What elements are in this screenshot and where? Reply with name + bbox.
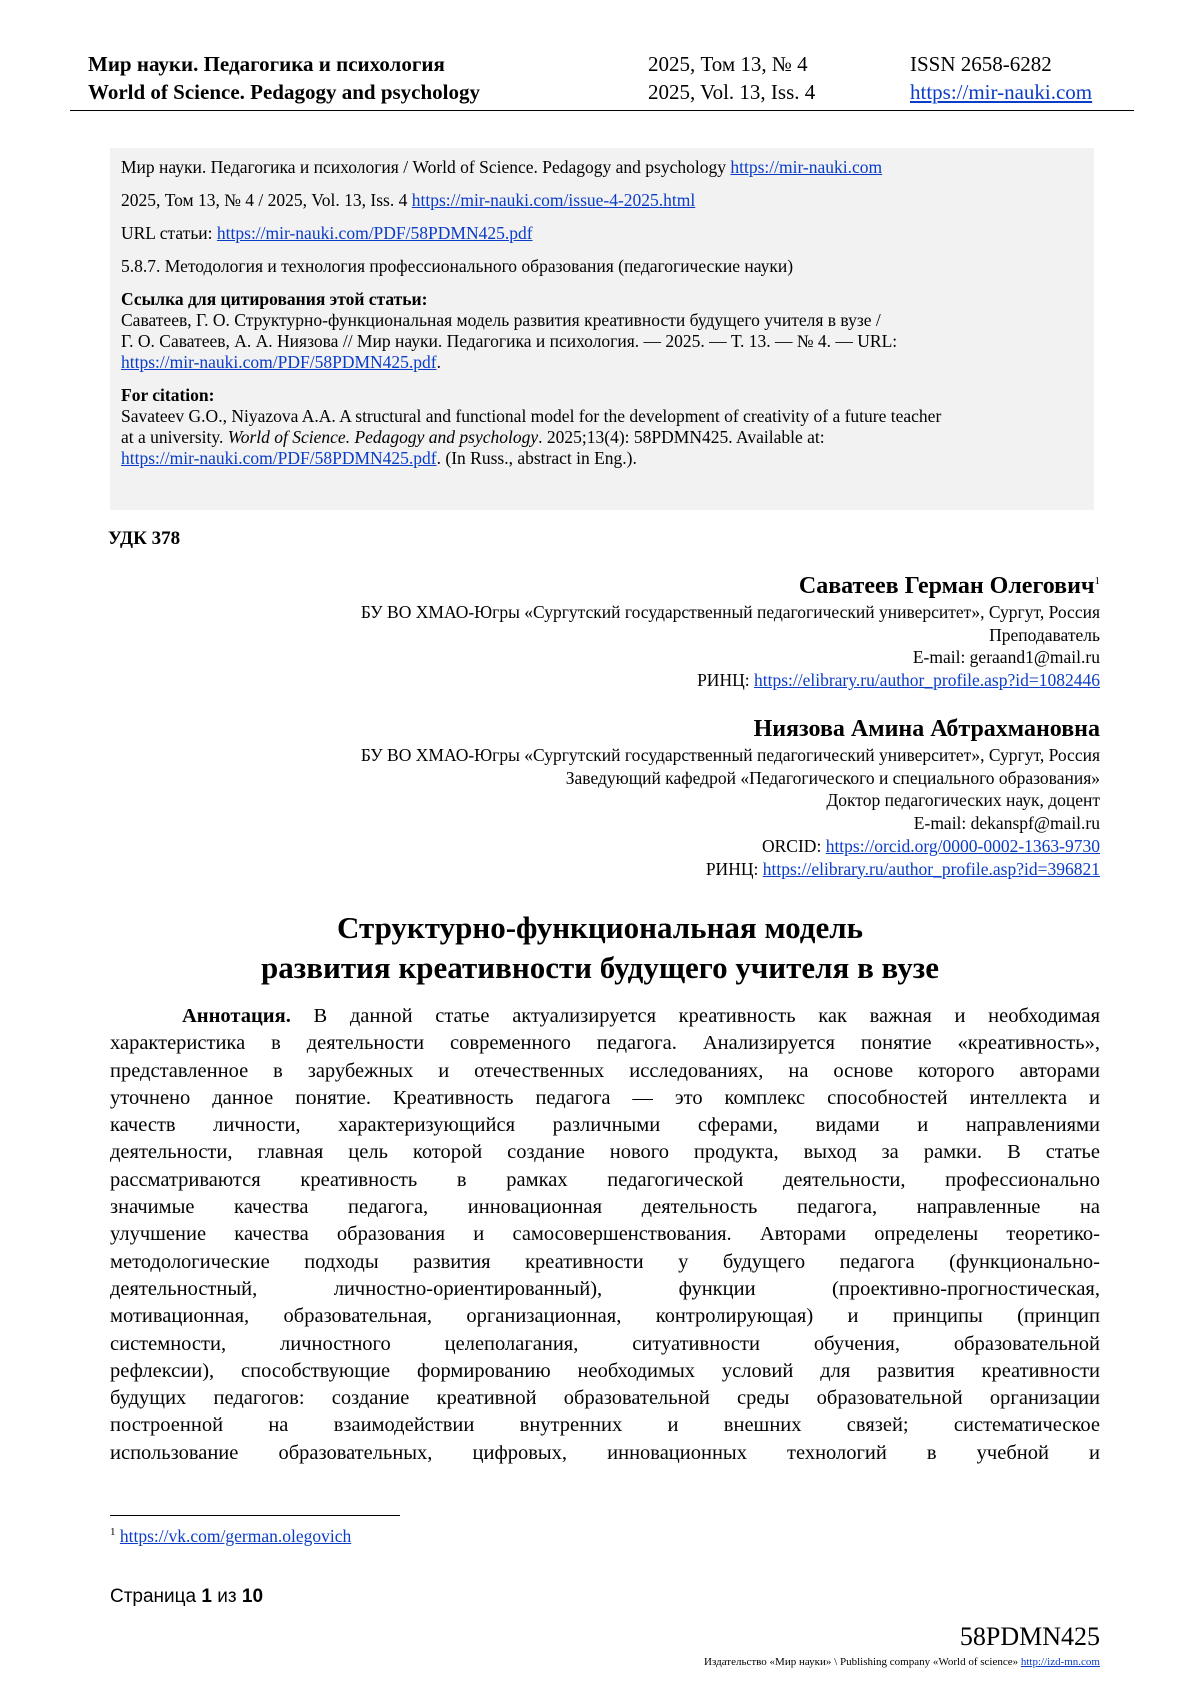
info-issue-line: 2025, Том 13, № 4 / 2025, Vol. 13, Iss. 4 https://mir-nauki.com/issue-4-2025.html [121, 190, 696, 210]
info-journal-link[interactable]: https://mir-nauki.com [730, 157, 883, 177]
footnote: $^1$ https://vk.com/german.olegovich [110, 1526, 352, 1546]
article-code: 58PDMN425 [959, 1622, 1100, 1651]
author-name: Ниязова Амина Абтрахмановна [753, 716, 1100, 742]
author-orcid: ORCID: https://orcid.org/0000-0002-1363-9730 [762, 835, 1100, 856]
cite-en-line-2: at a university. World of Science. Pedagogy and psychology. 2025;13(4): 58PDMN425. Available at: [121, 427, 825, 447]
journal-header [70, 52, 1130, 112]
author-rinc-link[interactable]: https://elibrary.ru/author_profile.asp?id=396821 [762, 858, 1100, 879]
info-specialty-line: 5.8.7. Методология и технология профессионального образования (педагогические науки) [121, 256, 794, 276]
author-block-1 [361, 566, 1100, 692]
author-rinc: РИНЦ: https://elibrary.ru/author_profile.asp?id=396821 [705, 858, 1100, 879]
abstract-line: представленное в зарубежных и отечественных исследованиях, на основе которого авторами [110, 1059, 1100, 1082]
footnote-marker: 1 [1094, 575, 1100, 587]
author-position: Преподаватель [989, 624, 1100, 645]
abstract-line: уточнено данное понятие. Креативность педагога — это комплекс способностей интеллекта и [110, 1086, 1100, 1109]
article-title-line-1: Структурно-функциональная модель [337, 910, 863, 945]
cite-ru-line-2: Г. О. Саватеев, А. А. Ниязова // Мир науки. Педагогика и психология. — 2025. — Т. 13. — № 4. — URL: [121, 331, 898, 351]
abstract-line: рассматриваются креативность в рамках педагогической деятельности, профессионально [110, 1168, 1100, 1191]
issn: ISSN 2658-6282 [910, 52, 1052, 76]
abstract-line: мотивационная, образовательная, организационная, контролирующая) и принципы (принцип [110, 1305, 1100, 1328]
journal-name-ru: Мир науки. Педагогика и психология [88, 52, 445, 76]
author-email: E-mail: geraand1@mail.ru [912, 647, 1100, 668]
footnote-link[interactable]: https://vk.com/german.olegovich [119, 1526, 352, 1546]
author-position: Заведующий кафедрой «Педагогического и специального образования» [565, 767, 1100, 788]
abstract-line: характеристика в деятельности современного педагога. Анализируется понятие «креативность», [110, 1032, 1100, 1055]
cite-ru-heading: Ссылка для цитирования этой статьи: [121, 289, 428, 309]
abstract-line: методологические подходы развития креативности у будущего педагога (функционально- [110, 1250, 1100, 1273]
cite-en-heading: For citation: [121, 385, 215, 405]
abstract-line: использование образовательных, цифровых, инновационных технологий в учебной и [110, 1441, 1100, 1464]
publisher-link[interactable]: http://izd-mn.com [1020, 1656, 1100, 1668]
cite-ru-link[interactable]: https://mir-nauki.com/PDF/58PDMN425.pdf [121, 352, 437, 372]
abstract-line: будущих педагогов: создание креативной образовательной среды образовательной организации [110, 1387, 1100, 1410]
publisher-line: Издательство «Мир науки» \ Publishing company «World of science» http://izd-mn.com [704, 1656, 1100, 1668]
article-info-box [110, 148, 1094, 510]
abstract-line: Аннотация. В данной статье актуализируется креативность как важная и необходимая [182, 1005, 1100, 1027]
author-rinc: РИНЦ: https://elibrary.ru/author_profile.asp?id=1082446 [697, 670, 1100, 691]
abstract-line: качеств личности, характеризующийся различными сферами, видами и направлениями [110, 1114, 1100, 1137]
author-name: Саватеев Герман Олегович$^1$ [798, 573, 1100, 599]
issue-ru: 2025, Том 13, № 4 [648, 52, 808, 76]
cite-en-link[interactable]: https://mir-nauki.com/PDF/58PDMN425.pdf [121, 448, 437, 468]
info-url-line: URL статьи: https://mir-nauki.com/PDF/58PDMN425.pdf [121, 223, 533, 243]
cite-ru-line-3: https://mir-nauki.com/PDF/58PDMN425.pdf. [121, 352, 442, 372]
abstract-line: построенной на взаимодействии внутренних и внешних связей; систематическое [110, 1414, 1100, 1437]
abstract-line: улучшение качества образования и самосовершенствования. Авторами определены теоретико- [110, 1223, 1100, 1246]
info-article-url-link[interactable]: https://mir-nauki.com/PDF/58PDMN425.pdf [216, 223, 533, 243]
author-block-2 [361, 714, 1100, 880]
abstract-line: деятельностный, личностно-ориентированный), функции (проективно-прогностическая, [110, 1277, 1100, 1300]
page-number: Страница 1 из 10 [110, 1586, 264, 1607]
cite-ru-line-1: Саватеев, Г. О. Структурно-функциональная модель развития креативности будущего учителя в вузе / [121, 310, 881, 330]
info-journal-line: Мир науки. Педагогика и психология / World of Science. Pedagogy and psychology https://mir-nauki.com [121, 157, 883, 177]
footnote-divider [110, 1515, 400, 1516]
abstract-line: значимые качества педагога, инновационная деятельность педагога, направленные на [110, 1196, 1100, 1219]
author-degree: Доктор педагогических наук, доцент [826, 790, 1100, 811]
article-title [100, 908, 1100, 988]
cite-en-line-1: Savateev G.O., Niyazova A.A. A structural and functional model for the development of creativity of a future teacher [121, 406, 942, 426]
header-divider [70, 110, 1134, 111]
issue-en: 2025, Vol. 13, Iss. 4 [648, 80, 816, 104]
abstract-label: Аннотация. [182, 1005, 291, 1027]
author-affiliation: БУ ВО ХМАО-Югры «Сургутский государственный педагогический университет», Сургут, Россия [360, 602, 1100, 622]
journal-name-en: World of Science. Pedagogy and psychology [88, 80, 481, 104]
author-rinc-link[interactable]: https://elibrary.ru/author_profile.asp?id=1082446 [753, 670, 1100, 691]
info-issue-link[interactable]: https://mir-nauki.com/issue-4-2025.html [411, 190, 696, 210]
abstract-line: рефлексии), способствующие формированию необходимых условий для развития креативности [110, 1359, 1100, 1382]
author-orcid-link[interactable]: https://orcid.org/0000-0002-1363-9730 [825, 835, 1100, 856]
udk-code: УДК 378 [108, 528, 181, 549]
abstract [110, 1003, 1100, 1467]
article-title-line-2: развития креативности будущего учителя в вузе [261, 950, 939, 985]
author-email: E-mail: dekanspf@mail.ru [913, 813, 1100, 834]
abstract-line: деятельности, главная цель которой создание нового продукта, выход за рамки. В статье [110, 1141, 1100, 1164]
cite-en-line-3: https://mir-nauki.com/PDF/58PDMN425.pdf. (In Russ., abstract in Eng.). [121, 448, 637, 468]
abstract-line: системности, личностного целеполагания, ситуативности обучения, образовательной [110, 1332, 1100, 1355]
journal-site-link[interactable]: https://mir-nauki.com [910, 80, 1093, 104]
author-affiliation: БУ ВО ХМАО-Югры «Сургутский государственный педагогический университет», Сургут, Россия [360, 745, 1100, 765]
